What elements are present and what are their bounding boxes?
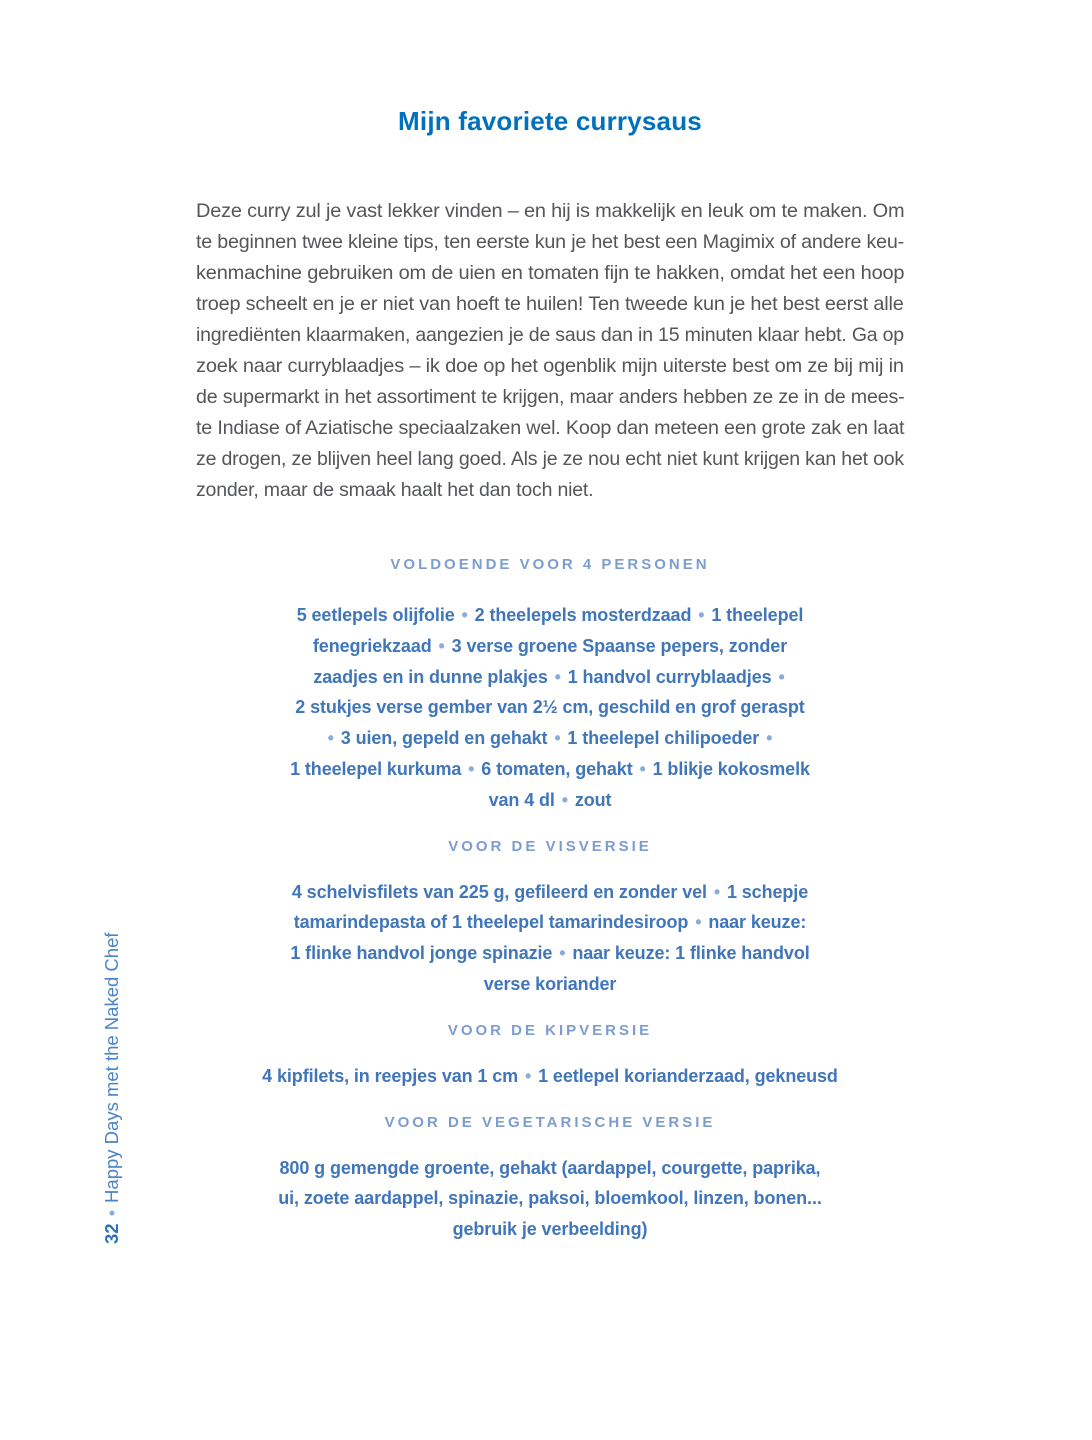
text-line: te beginnen twee kleine tips, ten eerste kun je het best een Magimix of andere keu-: [196, 231, 905, 253]
section-heading: VOOR DE VEGETARISCHE VERSIE: [384, 1113, 716, 1131]
section-heading: VOLDOENDE VOOR 4 PERSONEN: [390, 556, 710, 573]
section-vegetarian-version: [196, 1114, 904, 1245]
section-heading: VOOR DE VISVERSIE: [448, 837, 652, 855]
text-line: ui, zoete aardappel, spinazie, paksoi, bloemkool, linzen, bonen...: [278, 1188, 822, 1209]
separator-dot: •: [101, 1209, 122, 1217]
recipe-title: Mijn favoriete currysaus: [398, 106, 702, 136]
section-chicken-version: [196, 1022, 904, 1092]
text-line: te Indiase of Aziatische speciaalzaken wel. Koop dan meteen een grote zak en laat: [196, 417, 905, 439]
bullet-separator: •: [639, 758, 646, 779]
bullet-separator: •: [695, 912, 702, 933]
text-line: 4 schelvisfilets van 225 g, gefileerd en zonder vel • 1 schepje: [291, 881, 809, 902]
text-line: 4 kipfilets, in reepjes van 1 cm • 1 eetlepel korianderzaad, gekneusd: [262, 1065, 838, 1086]
ingredient-list: [196, 877, 904, 1000]
bullet-separator: •: [713, 881, 721, 902]
bullet-separator: •: [554, 666, 561, 687]
text-line: van 4 dl • zout: [488, 789, 612, 810]
section-heading: VOOR DE KIPVERSIE: [447, 1021, 653, 1039]
page-number: 32: [101, 1223, 122, 1244]
text-line: troep scheelt en je er niet van hoeft te huilen! Ten tweede kun je het best eerst alle: [196, 293, 904, 315]
bullet-separator: •: [554, 728, 561, 749]
ingredient-list: [196, 1061, 904, 1092]
text-line: ze drogen, ze blijven heel lang goed. Als je ze nou echt niet kunt krijgen kan het ook: [196, 448, 904, 470]
ingredient-list: [196, 600, 904, 816]
text-line: de supermarkt in het assortiment te krijgen, maar anders hebben ze ze in de mees-: [196, 386, 905, 408]
text-line: • 3 uien, gepeld en gehakt • 1 theelepel chilipoeder •: [327, 728, 773, 749]
text-line: fenegriekzaad • 3 verse groene Spaanse pepers, zonder: [312, 635, 788, 656]
text-line: zoek naar curryblaadjes – ik doe op het ogenblik mijn uiterste best om ze bij mij in: [196, 355, 904, 377]
bullet-separator: •: [438, 635, 445, 656]
bullet-separator: •: [525, 1065, 532, 1086]
bullet-separator: •: [327, 728, 334, 749]
text-line: gebruik je verbeelding): [452, 1219, 648, 1240]
intro-paragraph: [196, 196, 904, 506]
text-line: tamarindepasta of 1 theelepel tamarindesiroop • naar keuze:: [293, 912, 807, 933]
ingredient-list: [196, 1153, 904, 1245]
text-line: Deze curry zul je vast lekker vinden – en hij is makkelijk en leuk om te maken. Om: [196, 200, 905, 222]
section-fish-version: [196, 838, 904, 1000]
bullet-separator: •: [561, 789, 568, 810]
section-servings: [196, 556, 904, 816]
page-margin-caption: [100, 933, 124, 1245]
text-line: zonder, maar de smaak haalt het dan toch niet.: [196, 479, 594, 501]
book-title: Happy Days met the Naked Chef: [101, 932, 122, 1203]
text-line: 2 stukjes verse gember van 2½ cm, geschild en grof geraspt: [295, 697, 805, 718]
bullet-separator: •: [778, 666, 785, 687]
text-line: kenmachine gebruiken om de uien en tomaten fijn te hakken, omdat het een hoop: [196, 262, 905, 284]
ingredient-sections: [196, 556, 904, 1245]
bullet-separator: •: [766, 728, 773, 749]
text-line: 5 eetlepels olijfolie • 2 theelepels mosterdzaad • 1 theelepel: [296, 605, 804, 625]
page-content: [196, 0, 904, 1245]
text-line: zaadjes en in dunne plakjes • 1 handvol curryblaadjes •: [313, 666, 785, 687]
text-line: 1 flinke handvol jonge spinazie • naar keuze: 1 flinke handvol: [290, 943, 810, 964]
bullet-separator: •: [468, 758, 475, 779]
bullet-separator: •: [698, 605, 705, 625]
text-line: 1 theelepel kurkuma • 6 tomaten, gehakt • 1 blikje kokosmelk: [290, 758, 810, 779]
text-line: verse koriander: [483, 973, 617, 994]
text-line: ingrediënten klaarmaken, aangezien je de saus dan in 15 minuten klaar hebt. Ga op: [196, 324, 904, 346]
bullet-separator: •: [461, 605, 468, 625]
bullet-separator: •: [559, 943, 566, 964]
text-line: 800 g gemengde groente, gehakt (aardappel, courgette, paprika,: [279, 1157, 821, 1178]
